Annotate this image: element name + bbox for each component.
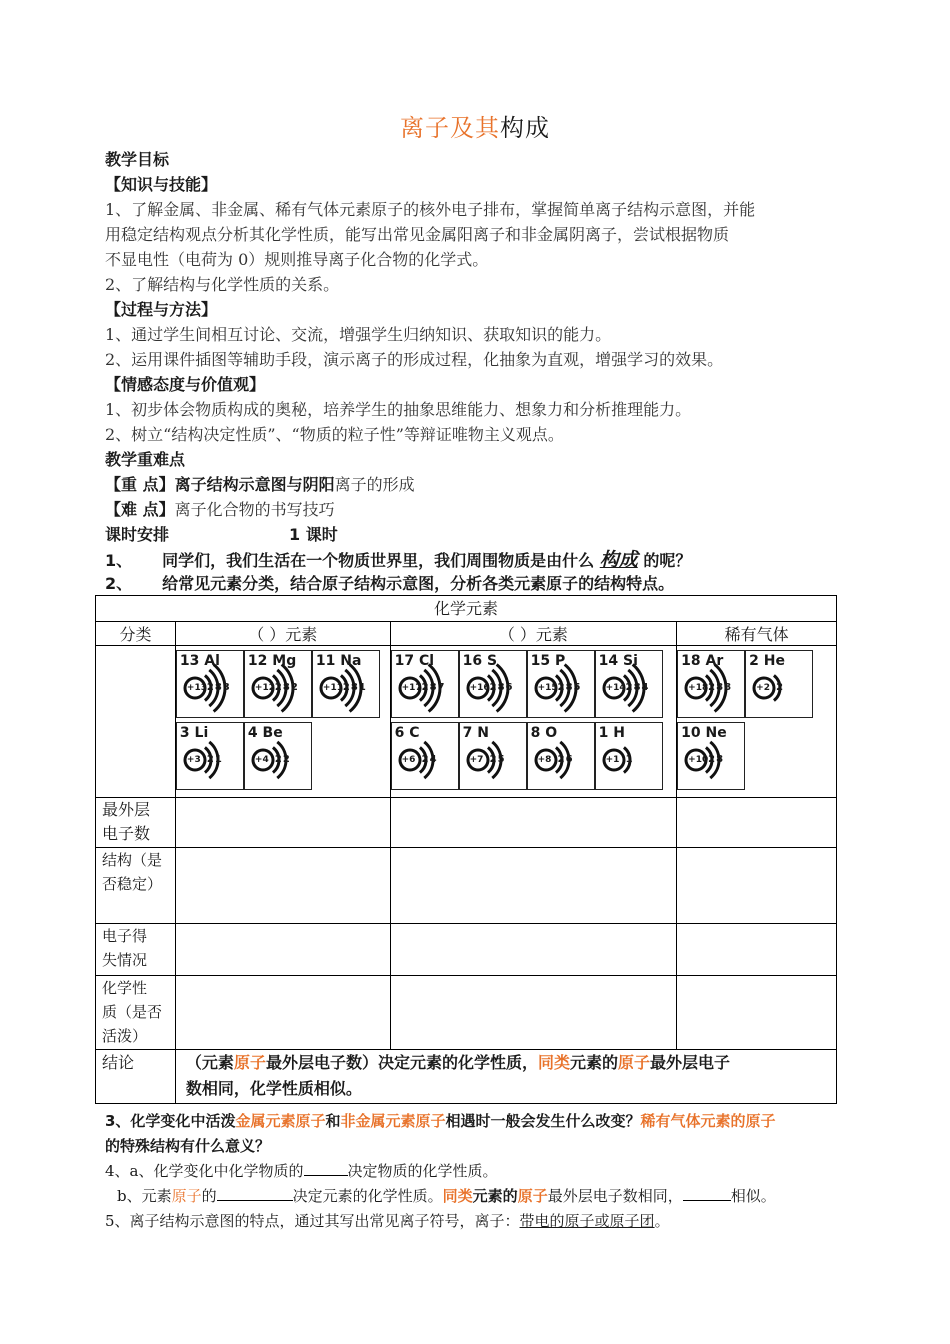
question-5: 5、离子结构示意图的特点，通过其写出常见离子符号，离子：带电的原子或原子团。 [105,1212,670,1230]
col-group-2: （ ）元素 [390,622,677,646]
atom-symbol: 15 P [530,653,566,669]
process-heading: 【过程与方法】 [105,300,218,319]
answer-cell[interactable] [175,848,390,924]
row-label-stability: 结构（是 否稳定） [96,848,176,924]
answer-cell[interactable] [175,798,390,848]
nucleus-charge: +14 [605,683,626,693]
nonmetal-atoms-cell [390,646,677,798]
answer-cell[interactable] [390,924,677,976]
electron-shells: 21 [206,754,223,765]
answer-cell[interactable] [677,798,837,848]
nucleus-charge: +15 [537,683,558,693]
electron-shells: 286 [489,682,514,693]
question-4a: 4、a、化学变化中化学物质的 决定物质的化学性质。 [105,1162,498,1180]
atom-structure-diagram [595,650,663,718]
knowledge-item-1c: 不显电性（电荷为 0）规则推导离子化合物的化学式。 [105,250,489,269]
emotion-heading: 【情感态度与价值观】 [105,375,266,394]
teaching-goals-heading: 教学目标 [105,150,170,169]
nucleus-charge: +18 [688,683,709,693]
question-3-cont: 的特殊结构有什么意义？ [105,1137,271,1155]
blank-4b-1[interactable] [217,1200,293,1201]
electron-shells: 26 [557,754,574,765]
answer-cell[interactable] [175,976,390,1050]
electron-shells: 288 [708,682,733,693]
blank-4b-2[interactable] [683,1200,731,1201]
nucleus-charge: +11 [322,683,343,693]
nucleus-charge: +6 [401,755,416,765]
hard-point: 【难 点】离子化合物的书写技巧 [105,500,335,519]
knowledge-item-2: 2、了解结构与化学性质的关系。 [105,275,340,294]
knowledge-item-1b: 用稳定结构观点分析其化学性质，能写出常见金属阳离子和非金属阴离子，尝试根据物质 [105,225,730,244]
atom-structure-diagram [391,722,459,790]
answer-cell[interactable] [677,848,837,924]
process-item-1: 1、通过学生间相互讨论、交流，增强学生归纳知识、获取知识的能力。 [105,325,612,344]
atom-structure-diagram [677,722,745,790]
question-2: 2、 给常见元素分类，结合原子结构示意图，分析各类元素原子的结构特点。 [105,574,675,593]
electron-shells: 284 [625,682,650,693]
difficulty-heading: 教学重难点 [105,450,186,469]
atom-symbol: 12 Mg [247,653,297,669]
answer-cell[interactable] [390,976,677,1050]
atom-symbol: 6 C [394,725,420,741]
nucleus-charge: +8 [537,755,552,765]
nucleus-charge: +4 [254,755,269,765]
atom-symbol: 4 Be [247,725,283,741]
emotion-item-2: 2、树立“结构决定性质”、“物质的粒子性”等辩证唯物主义观点。 [105,425,564,444]
electron-shells: 281 [342,682,367,693]
atom-symbol: 2 He [749,653,785,669]
atom-structure-diagram [745,650,813,718]
table-header: 化学元素 [96,596,837,622]
emotion-item-1: 1、初步体会物质构成的奥秘，培养学生的抽象思维能力、想象力和分析推理能力。 [105,400,692,419]
row-label-chemical-property: 化学性 质（是否 活泼） [96,976,176,1050]
nucleus-charge: +1 [605,755,620,765]
nucleus-charge: +16 [469,683,490,693]
question-3: 3、化学变化中活泼金属元素原子和非金属元素原子相遇时一般会发生什么改变？稀有气体元素的原子 [105,1112,776,1130]
key-point: 【重 点】离子结构示意图与阴阳离子的形成 [105,475,415,494]
atom-structure-diagram [176,650,244,718]
atom-structure-diagram [312,650,380,718]
atom-symbol: 11 Na [315,653,362,669]
atom-structure-diagram [391,650,459,718]
page-title: 离子及其构成 [400,114,550,142]
atom-symbol: 7 N [462,725,489,741]
atom-symbol: 16 S [462,653,498,669]
answer-cell[interactable] [390,848,677,924]
electron-shells: 2 [776,682,785,693]
knowledge-heading: 【知识与技能】 [105,175,218,194]
answer-cell[interactable] [175,924,390,976]
electron-shells: 282 [274,682,299,693]
noble-atoms-cell [677,646,837,798]
blank-4a[interactable] [304,1175,348,1176]
atom-symbol: 3 Li [179,725,209,741]
answer-cell[interactable] [677,924,837,976]
nucleus-charge: +12 [254,683,275,693]
element-classification-table [95,595,837,1104]
atom-symbol: 17 Cl [394,653,435,669]
atom-structure-diagram [527,650,595,718]
answer-cell[interactable] [390,798,677,848]
electron-shells: 1 [625,754,634,765]
nucleus-charge: +10 [688,755,709,765]
atom-symbol: 1 H [598,725,625,741]
nucleus-charge: +2 [756,683,770,693]
nucleus-charge: +13 [186,683,207,693]
atom-symbol: 13 Al [179,653,220,669]
col-classification: 分类 [96,622,176,646]
row-label-electron-transfer: 电子得 失情况 [96,924,176,976]
nucleus-charge: +7 [469,755,484,765]
nucleus-charge: +3 [186,755,201,765]
atom-structure-diagram [677,650,745,718]
electron-shells: 287 [421,682,446,693]
electron-shells: 25 [489,754,506,765]
row-label-conclusion: 结论 [96,1050,176,1104]
question-4b: b、元素原子的 决定元素的化学性质。同类元素的原子最外层电子数相同， 相似。 [117,1187,776,1205]
atom-symbol: 10 Ne [681,725,727,741]
electron-shells: 24 [421,754,438,765]
atom-structure-diagram [595,722,663,790]
atom-structure-diagram [459,650,527,718]
metal-atoms-cell [175,646,390,798]
nucleus-charge: +17 [401,683,422,693]
electron-shells: 283 [206,682,231,693]
electron-shells: 285 [557,682,582,693]
question-1: 1、 同学们，我们生活在一个物质世界里，我们周围物质是由什么 构成 的呢？ [105,549,692,571]
atom-symbol: 18 Ar [681,653,724,669]
electron-shells: 28 [708,754,725,765]
conclusion-text: （元素原子最外层电子数）决定元素的化学性质，同类元素的原子最外层电子 数相同，化学性质相似。 [175,1050,836,1104]
process-item-2: 2、运用课件插图等辅助手段，演示离子的形成过程，化抽象为直观，增强学习的效果。 [105,350,724,369]
schedule: 课时安排 1 课时 [105,525,338,544]
atom-structure-diagram [527,722,595,790]
atom-structure-diagram [176,722,244,790]
row-label-outer-electrons: 最外层 电子数 [96,798,176,848]
col-group-1: （ ）元素 [175,622,390,646]
answer-cell[interactable] [677,976,837,1050]
col-noble-gas: 稀有气体 [677,622,837,646]
atom-structure-diagram [244,650,312,718]
atom-symbol: 14 Si [598,653,638,669]
electron-shells: 22 [274,754,291,765]
atom-symbol: 8 O [530,725,558,741]
knowledge-item-1a: 1、了解金属、非金属、稀有气体元素原子的核外电子排布，掌握简单离子结构示意图，并能 [105,200,756,219]
atom-structure-diagram [244,722,312,790]
atom-structure-diagram [459,722,527,790]
